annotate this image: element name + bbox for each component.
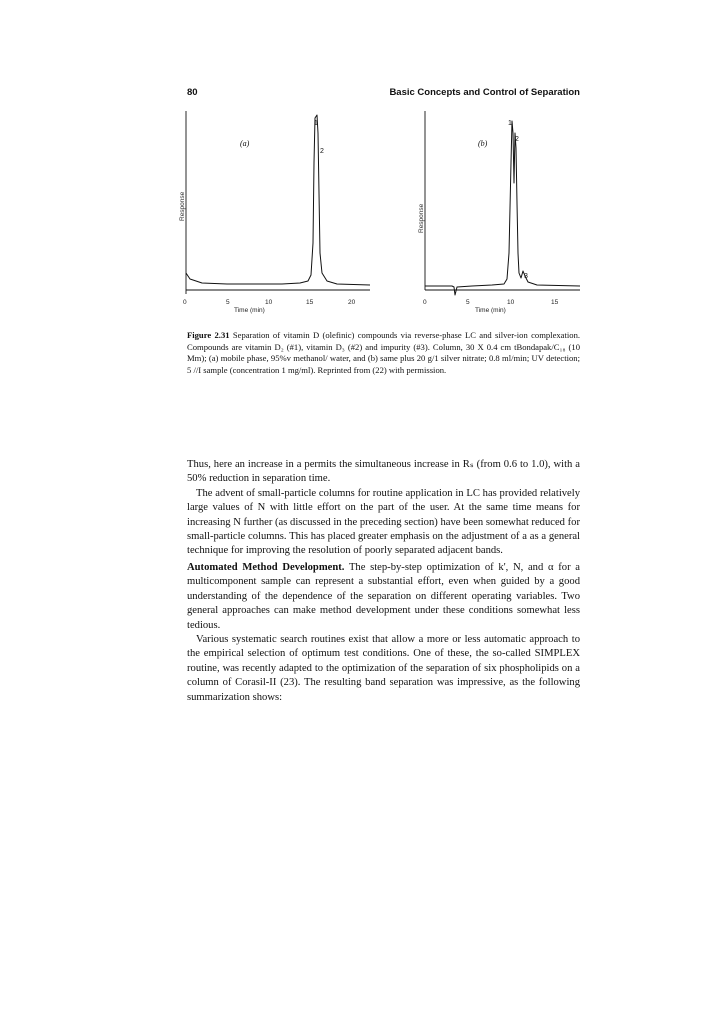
panel-b-label: (b) — [478, 139, 488, 148]
running-head: Basic Concepts and Control of Separation — [389, 87, 580, 98]
panel-b-xtick-label: 0 — [423, 299, 427, 306]
panel-a-label: (a) — [240, 139, 250, 148]
panel-a-y-axis-label: Response — [179, 191, 186, 221]
paragraph — [187, 561, 580, 633]
page-number: 80 — [187, 87, 198, 98]
panel-a-xtick-label: 5 — [226, 299, 230, 306]
panel-b-x-axis-label: Time (min) — [475, 307, 506, 314]
panel-a-peak-label: 1 — [314, 120, 318, 127]
panel-b — [418, 111, 580, 314]
panel-a — [179, 111, 370, 314]
section-heading: Automated Method Development. — [187, 562, 345, 573]
panel-b-peak-label: 2 — [515, 136, 519, 143]
panel-b-y-axis-label: Response — [418, 203, 425, 233]
figure-caption-text: Separation of vitamin D (olefinic) compounds via reverse-phase LC and silver-ion complexation. Compounds are vitamin D₂ (#1), vitamin D₃ (#2) and impurity (#3). Column, 30 X 0.4 cm tBondapak/C₁₈ (10 Mm); (a) mobile phase, 95%v methanol/ water, and (b) same plus 20 g/1 silver nitrate; 0.8 ml/min; UV detection; 5 //I sample (concentration 1 mg/ml). Reprinted from (22) with permission. — [187, 330, 581, 375]
panel-a-peak-label: 2 — [320, 148, 324, 155]
panel-a-xtick-label: 20 — [348, 299, 356, 306]
panel-b-chromatogram-trace — [425, 121, 580, 295]
panel-b-xtick-label: 10 — [507, 299, 515, 306]
panel-a-xtick-label: 0 — [183, 299, 187, 306]
panel-b-peak-label: 3 — [524, 273, 528, 280]
paragraph: Various systematic search routines exist that allow a more or less automatic approach to the empirical selection of optimum test conditions. One of these, the so-called SIMPLEX routine, was recently adapted to the optimization of the separation of six phospholipids on a column of Corasil-II (23). The resulting band separation was impressive, as the following summarization shows: — [187, 634, 580, 703]
panel-a-xtick-label: 10 — [265, 299, 273, 306]
panel-b-xtick-label: 15 — [551, 299, 559, 306]
body-section-1 — [187, 458, 580, 559]
panel-a-x-axis-label: Time (min) — [234, 307, 265, 314]
figure-caption-label: Figure 2.31 — [187, 330, 230, 340]
paragraph-text: The step-by-step optimization of k', N, and α for a multicomponent sample can represent a substantial effort, even when guided by a good understanding of the dependence of the separation on different operating variables. Two general approaches can make method development under these conditions somewhat less tedious. — [187, 562, 581, 631]
figure-chromatograms — [172, 103, 592, 323]
body-section-2 — [187, 561, 580, 705]
paragraph: The advent of small-particle columns for routine application in LC has provided relatively large values of N with little effort on the part of the user. At the same time means for increasing N further (as discussed in the preceding section) have been somewhat reduced for small-particle columns. This has placed greater emphasis on the adjustment of a as a general technique for improving the resolution of poorly separated adjacent bands. — [187, 487, 580, 557]
panel-b-peak-label: 1 — [508, 120, 512, 127]
panel-a-xtick-label: 15 — [306, 299, 314, 306]
figure-caption — [187, 330, 580, 376]
panel-a-chromatogram-trace — [186, 115, 370, 285]
paragraph: Thus, here an increase in a permits the simultaneous increase in Rₛ (from 0.6 to 1.0), with a 50% reduction in separation time. — [187, 459, 580, 485]
panel-b-xtick-label: 5 — [466, 299, 470, 306]
